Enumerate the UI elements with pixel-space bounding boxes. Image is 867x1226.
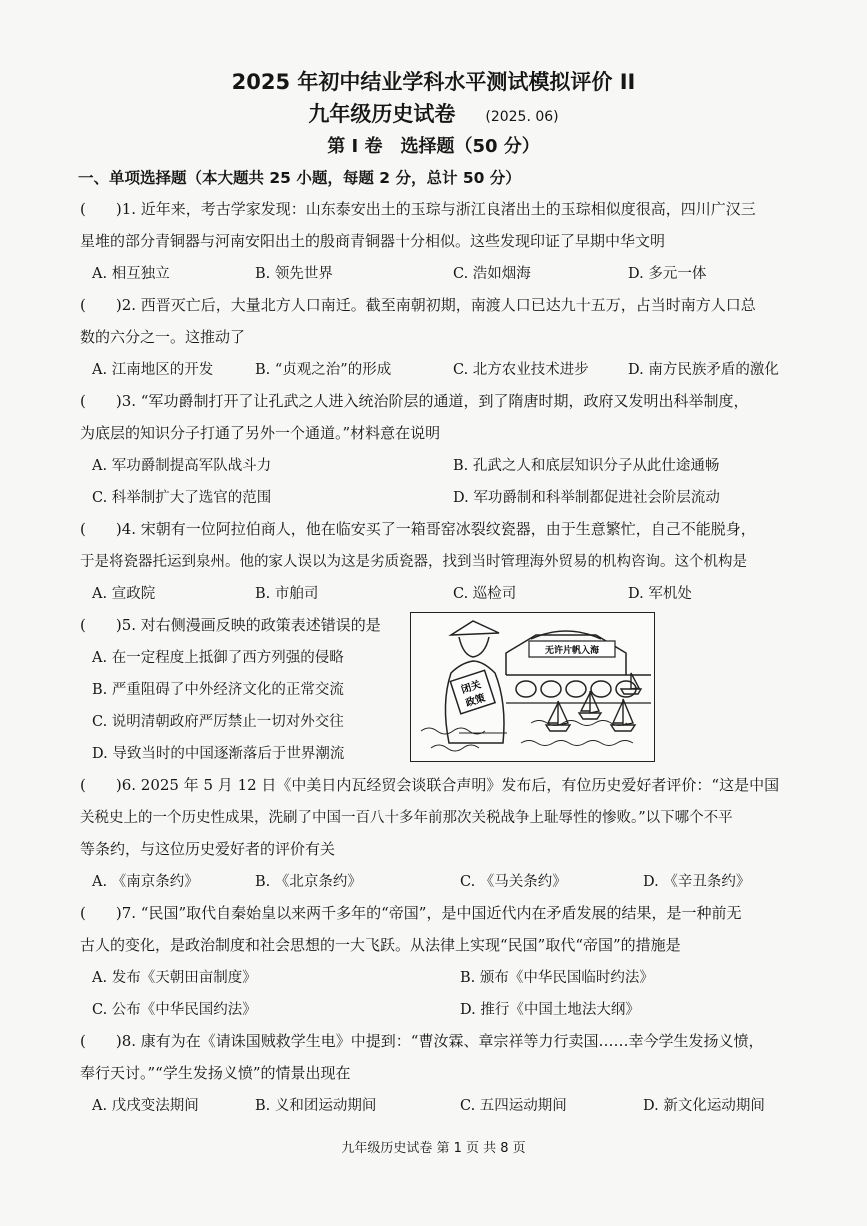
q2-option-a: A. 江南地区的开发 [92,362,214,378]
subject-title: 九年级历史试卷 [308,102,456,126]
q7-option-b: B. 颁布《中华民国临时约法》 [460,970,654,986]
q4-option-b: B. 市舶司 [255,586,319,602]
page-footer: 九年级历史试卷 第 1 页 共 8 页 [341,1141,526,1156]
q5-option-a: A. 在一定程度上抵御了西方列强的侵略 [92,650,344,666]
question-3-line-1: ( )3. “军功爵制打开了让孔武之人进入统治阶层的通道，到了隋唐时期，政府又发明出科举制度， [80,392,749,410]
q7-option-c: C. 公布《中华民国约法》 [92,1002,257,1018]
cartoon-banner: 无许片帆入海 [544,646,600,656]
q6-option-a: A. 《南京条约》 [92,874,199,890]
q1-option-b: B. 领先世界 [255,266,333,282]
q7-option-a: A. 发布《天朝田亩制度》 [92,970,257,986]
q2-option-c: C. 北方农业技术进步 [453,362,589,378]
q5-option-c: C. 说明清朝政府严厉禁止一切对外交往 [92,714,344,730]
question-5-line-1: ( )5. 对右侧漫画反映的政策表述错误的是 [80,616,381,634]
q2-option-b: B. “贞观之治”的形成 [255,362,392,378]
q8-option-c: C. 五四运动期间 [460,1098,567,1114]
q1-option-c: C. 浩如烟海 [453,266,531,282]
q2-option-d: D. 南方民族矛盾的激化 [628,362,779,378]
exam-title: 2025 年初中结业学科水平测试模拟评价 II [231,70,636,94]
q7-option-d: D. 推行《中国土地法大纲》 [460,1002,640,1018]
cartoon-drawing [411,613,654,761]
q3-option-b: B. 孔武之人和底层知识分子从此仕途通畅 [453,458,720,474]
q4-option-a: A. 宣政院 [92,586,156,602]
cartoon-sign-line-2: 政策 [464,692,487,710]
exam-date: (2025. 06) [485,109,559,125]
q8-option-a: A. 戊戌变法期间 [92,1098,199,1114]
q1-option-a: A. 相互独立 [92,266,170,282]
question-6-line-1: ( )6. 2025 年 5 月 12 日《中美日内瓦经贸会谈联合声明》发布后，有位历史爱好者评价：“这是中国 [80,776,780,794]
question-6-line-3: 等条约，与这位历史爱好者的评价有关 [80,840,336,858]
question-2-line-2: 数的六分之一。这推动了 [80,328,246,346]
question-8-line-1: ( )8. 康有为在《请诛国贼救学生电》中提到：“曹汝霖、章宗祥等力行卖国……幸今学生发扬义愤， [80,1032,764,1050]
q6-option-d: D. 《辛丑条约》 [643,874,751,890]
q8-option-d: D. 新文化运动期间 [643,1098,765,1114]
section-heading: 一、单项选择题（本大题共 25 小题，每题 2 分，总计 50 分） [78,169,521,187]
question-3-line-2: 为底层的知识分子打通了另外一个通道。”材料意在说明 [80,424,441,442]
q8-option-b: B. 义和团运动期间 [255,1098,377,1114]
q4-option-d: D. 军机处 [628,586,692,602]
q3-option-c: C. 科举制扩大了选官的范围 [92,490,272,506]
q1-option-d: D. 多元一体 [628,266,707,282]
question-7-line-2: 古人的变化，是政治制度和社会思想的一大飞跃。从法律上实现“民国”取代“帝国”的措施是 [80,936,681,954]
q3-option-d: D. 军功爵制和科举制都促进社会阶层流动 [453,490,720,506]
question-7-line-1: ( )7. “民国”取代自秦始皇以来两千多年的“帝国”，是中国近代内在矛盾发展的结果，是一种前无 [80,904,742,922]
exam-subtitle [0,98,867,128]
question-2-line-1: ( )2. 西晋灭亡后，大量北方人口南迁。截至南朝初期，南渡人口已达九十五万，占当时南方人口总 [80,296,756,314]
question-1-line-2: 星堆的部分青铜器与河南安阳出土的殷商青铜器十分相似。这些发现印证了早期中华文明 [80,232,666,250]
q5-option-d: D. 导致当时的中国逐渐落后于世界潮流 [92,746,345,762]
question-4-line-2: 于是将瓷器托运到泉州。他的家人误以为这是劣质瓷器，找到当时管理海外贸易的机构咨询。这个机构是 [80,554,747,570]
cartoon-sign-line-1: 闭关 [460,679,483,697]
question-8-line-2: 奉行天讨。”“学生发扬义愤”的情景出现在 [80,1064,351,1082]
question-1-line-1: ( )1. 近年来，考古学家发现：山东泰安出土的玉琮与浙江良渚出土的玉琮相似度很高，四川广汉三 [80,200,756,218]
closed-door-policy-cartoon [410,612,655,762]
q6-option-c: C. 《马关条约》 [460,874,567,890]
part-heading: 第 I 卷 选择题（50 分） [327,136,540,157]
q4-option-c: C. 巡检司 [453,586,517,602]
q3-option-a: A. 军功爵制提高军队战斗力 [92,458,272,474]
q5-option-b: B. 严重阻碍了中外经济文化的正常交流 [92,682,344,698]
question-4-line-1: ( )4. 宋朝有一位阿拉伯商人，他在临安买了一箱哥窑冰裂纹瓷器，由于生意繁忙，自己不能脱身， [80,520,756,538]
question-6-line-2: 关税史上的一个历史性成果，洗刷了中国一百八十多年前那次关税战争上耻辱性的惨败。”以下哪个不平 [80,810,733,826]
q6-option-b: B. 《北京条约》 [255,874,362,890]
